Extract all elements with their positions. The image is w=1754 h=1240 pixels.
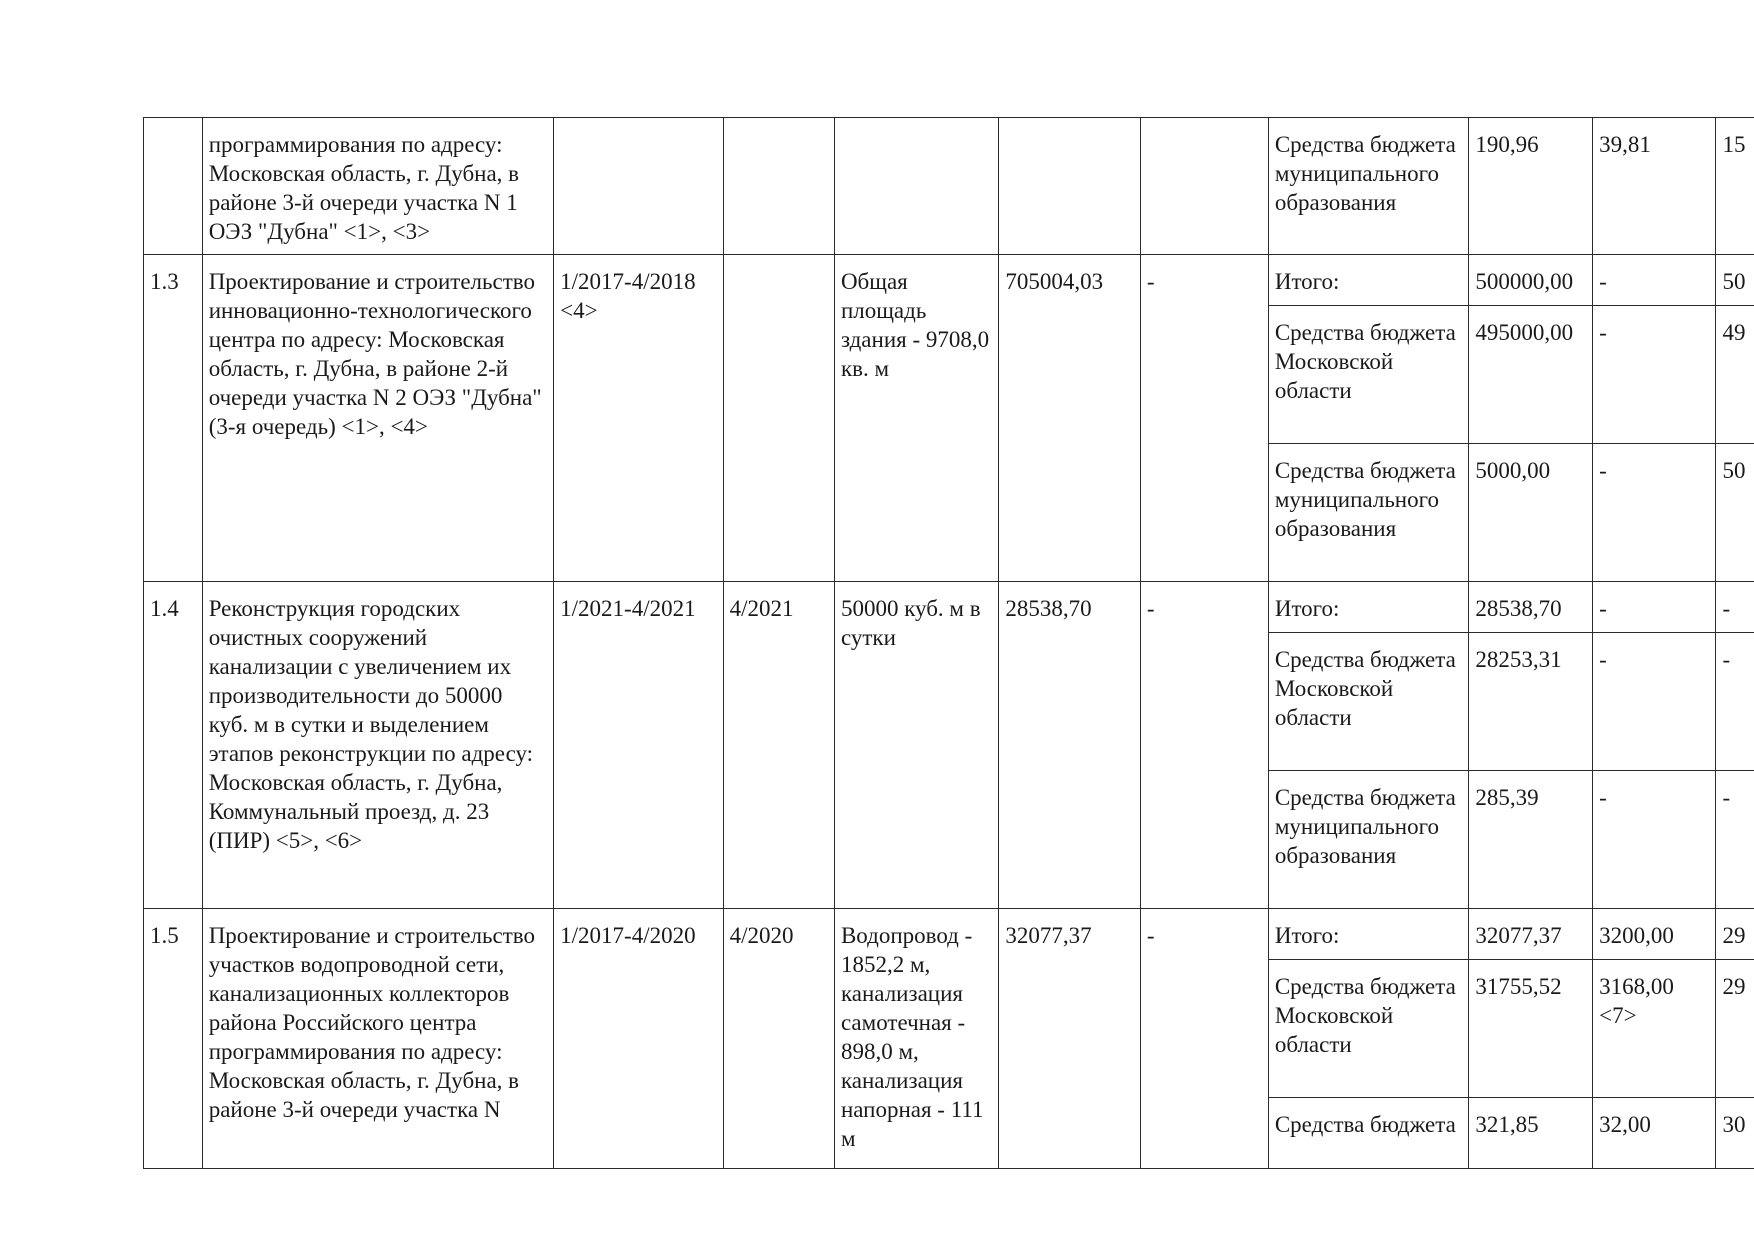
completion-date-cell: 4/2020 (723, 909, 834, 1169)
implementation-period-cell (554, 118, 723, 255)
funding-source-cell: Средства бюджета Московской области (1268, 960, 1469, 1098)
investment-table (143, 117, 1754, 1169)
total-amount-cell: 500000,00 (1469, 255, 1593, 306)
year2-amount-cell: 49 (1716, 306, 1754, 444)
year2-amount-cell: 50 (1716, 444, 1754, 582)
year2-amount-cell: 15 (1716, 118, 1754, 255)
funding-source-cell: Средства бюджета (1268, 1098, 1469, 1169)
capacity-cell: 50000 куб. м в сутки (834, 582, 998, 909)
capacity-cell (834, 118, 998, 255)
total-amount-cell: 285,39 (1469, 771, 1593, 909)
year2-amount-cell: 30 (1716, 1098, 1754, 1169)
year2-amount-cell: - (1716, 633, 1754, 771)
year1-amount-cell: - (1593, 444, 1716, 582)
row-number-cell: 1.3 (144, 255, 203, 582)
object-name-cell: Реконструкция городских очистных сооружений канализации с увеличением их производительности до 50000 куб. м в сутки и выделением этапов реконструкции по адресу: Московская область, г. Дубна, Коммунальный проезд, д. 23 (ПИР) <5>, <6> (202, 582, 553, 909)
year2-amount-cell: - (1716, 771, 1754, 909)
year2-amount-cell: 29 (1716, 960, 1754, 1098)
financed-amount-cell: - (1140, 582, 1268, 909)
funding-source-cell: Средства бюджета муниципального образования (1268, 118, 1469, 255)
total-amount-cell: 321,85 (1469, 1098, 1593, 1169)
row-number-cell (144, 118, 203, 255)
estimated-cost-cell (999, 118, 1140, 255)
estimated-cost-cell: 28538,70 (999, 582, 1140, 909)
year2-amount-cell: 29 (1716, 909, 1754, 960)
funding-source-cell: Итого: (1268, 909, 1469, 960)
total-amount-cell: 5000,00 (1469, 444, 1593, 582)
object-name-cell: Проектирование и строительство участков водопроводной сети, канализационных коллекторов района Российского центра программирования по адресу: Московская область, г. Дубна, в районе 3-й очереди участка N (202, 909, 553, 1169)
table-row (144, 255, 1754, 306)
year1-amount-cell: - (1593, 582, 1716, 633)
completion-date-cell (723, 118, 834, 255)
funding-source-cell: Итого: (1268, 255, 1469, 306)
total-amount-cell: 190,96 (1469, 118, 1593, 255)
row-number-cell: 1.4 (144, 582, 203, 909)
year1-amount-cell: 3200,00 (1593, 909, 1716, 960)
funding-source-cell: Средства бюджета Московской области (1268, 306, 1469, 444)
funding-source-cell: Средства бюджета муниципального образования (1268, 444, 1469, 582)
funding-source-cell: Средства бюджета муниципального образования (1268, 771, 1469, 909)
capacity-cell: Водопровод - 1852,2 м, канализация самотечная - 898,0 м, канализация напорная - 111 м (834, 909, 998, 1169)
funding-source-cell: Итого: (1268, 582, 1469, 633)
financed-amount-cell: - (1140, 255, 1268, 582)
estimated-cost-cell: 705004,03 (999, 255, 1140, 582)
implementation-period-cell: 1/2021-4/2021 (554, 582, 723, 909)
financed-amount-cell: - (1140, 909, 1268, 1169)
table-row (144, 118, 1754, 255)
row-number-cell: 1.5 (144, 909, 203, 1169)
total-amount-cell: 32077,37 (1469, 909, 1593, 960)
table-row (144, 909, 1754, 960)
year1-amount-cell: - (1593, 633, 1716, 771)
year1-amount-cell: - (1593, 255, 1716, 306)
year2-amount-cell: 50 (1716, 255, 1754, 306)
completion-date-cell: 4/2021 (723, 582, 834, 909)
financed-amount-cell (1140, 118, 1268, 255)
object-name-cell: Проектирование и строительство инновационно-технологического центра по адресу: Московская область, г. Дубна, в районе 2-й очереди участка N 2 ОЭЗ "Дубна" (3-я очередь) <1>, <4> (202, 255, 553, 582)
year1-amount-cell: 39,81 (1593, 118, 1716, 255)
estimated-cost-cell: 32077,37 (999, 909, 1140, 1169)
total-amount-cell: 28538,70 (1469, 582, 1593, 633)
implementation-period-cell: 1/2017-4/2020 (554, 909, 723, 1169)
object-name-cell: программирования по адресу: Московская область, г. Дубна, в районе 3-й очереди участка N 1 ОЭЗ "Дубна" <1>, <3> (202, 118, 553, 255)
year1-amount-cell: 3168,00 <7> (1593, 960, 1716, 1098)
total-amount-cell: 495000,00 (1469, 306, 1593, 444)
capacity-cell: Общая площадь здания - 9708,0 кв. м (834, 255, 998, 582)
table-row (144, 582, 1754, 633)
year1-amount-cell: 32,00 (1593, 1098, 1716, 1169)
total-amount-cell: 31755,52 (1469, 960, 1593, 1098)
total-amount-cell: 28253,31 (1469, 633, 1593, 771)
implementation-period-cell: 1/2017-4/2018 <4> (554, 255, 723, 582)
completion-date-cell (723, 255, 834, 582)
year1-amount-cell: - (1593, 306, 1716, 444)
year1-amount-cell: - (1593, 771, 1716, 909)
year2-amount-cell: - (1716, 582, 1754, 633)
funding-source-cell: Средства бюджета Московской области (1268, 633, 1469, 771)
